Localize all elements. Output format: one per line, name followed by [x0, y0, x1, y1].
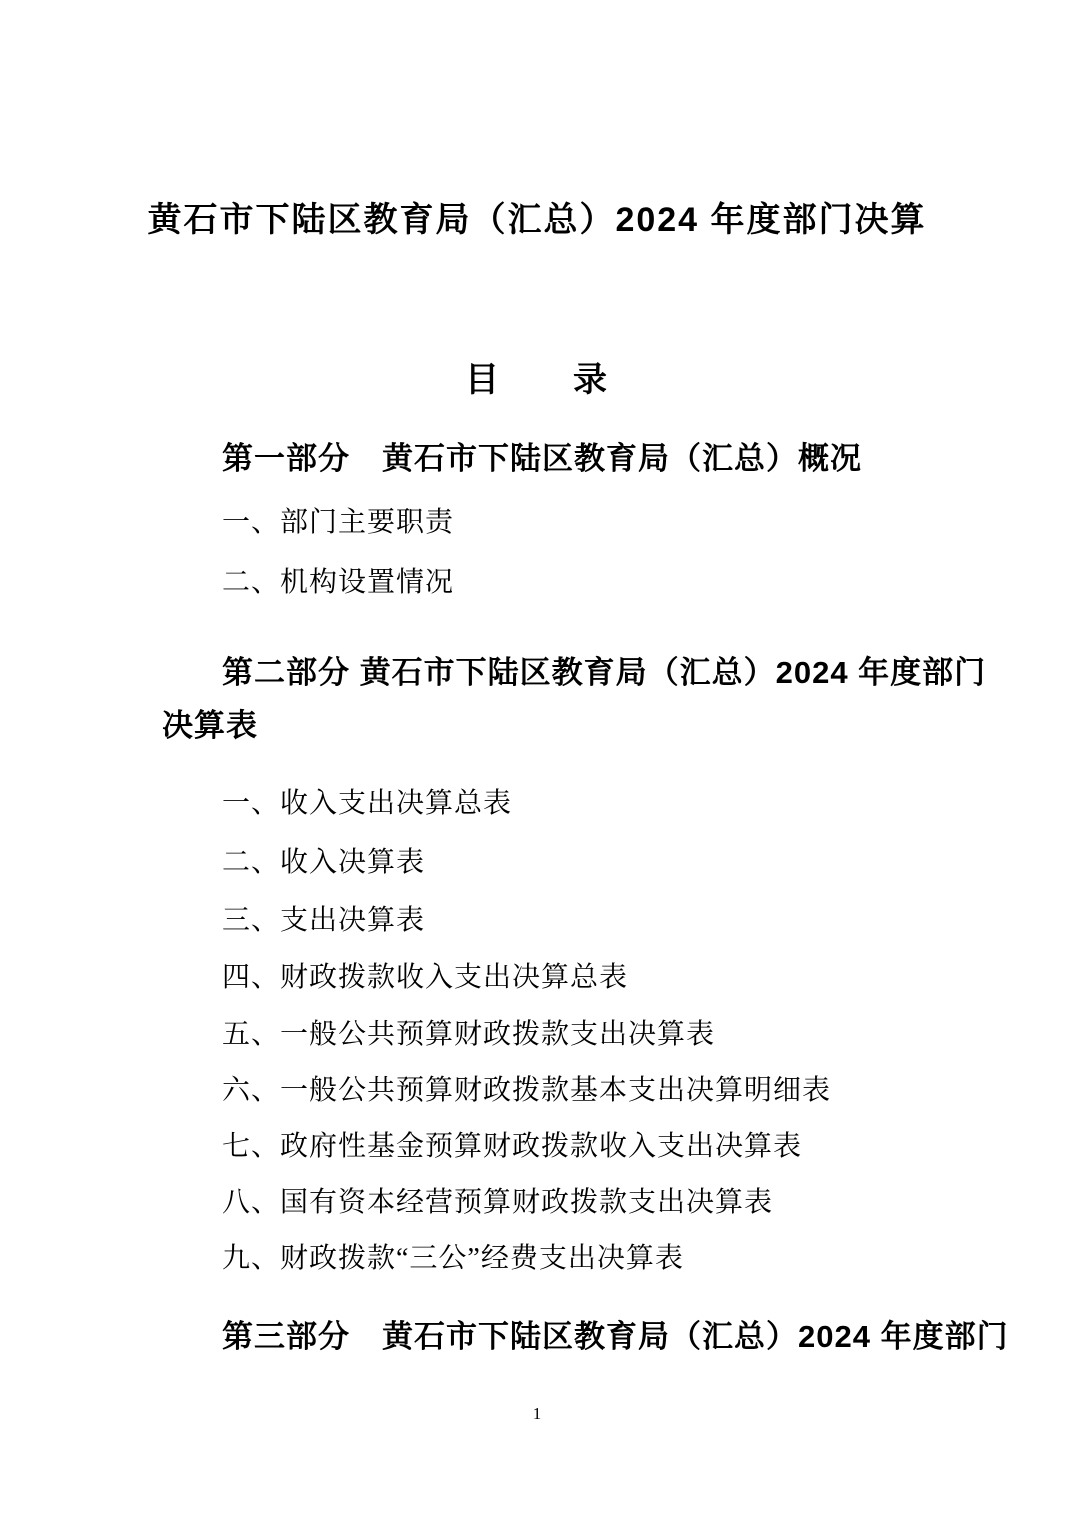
toc-entry-part2-8: 八、国有资本经营预算财政拨款支出决算表 — [222, 1187, 774, 1218]
toc-entry-part2-4: 四、财政拨款收入支出决算总表 — [222, 962, 629, 993]
toc-entry-part1-2: 二、机构设置情况 — [222, 567, 455, 598]
toc-entry-part2-7: 七、政府性基金预算财政拨款收入支出决算表 — [222, 1131, 803, 1162]
page-number: 1 — [532, 1404, 542, 1423]
toc-entry-part2-5: 五、一般公共预算财政拨款支出决算表 — [222, 1019, 716, 1050]
document-title: 黄石市下陆区教育局（汇总）2024 年度部门决算 — [147, 201, 927, 239]
toc-entry-part2-2: 二、收入决算表 — [222, 847, 426, 878]
toc-entry-part2-6: 六、一般公共预算财政拨款基本支出决算明细表 — [222, 1075, 832, 1106]
toc-heading: 目 录 — [465, 361, 609, 399]
part2-heading-line1: 第二部分 黄石市下陆区教育局（汇总）2024 年度部门 — [222, 655, 987, 690]
toc-entry-part2-9: 九、财政拨款“三公”经费支出决算表 — [222, 1243, 684, 1274]
toc-entry-part1-1: 一、部门主要职责 — [222, 507, 455, 538]
toc-entry-part2-1: 一、收入支出决算总表 — [222, 788, 513, 819]
toc-entry-part2-3: 三、支出决算表 — [222, 905, 426, 936]
part3-heading: 第三部分 黄石市下陆区教育局（汇总）2024 年度部门 — [222, 1319, 1009, 1354]
part1-heading: 第一部分 黄石市下陆区教育局（汇总）概况 — [222, 441, 862, 476]
part2-heading-line2: 决算表 — [162, 708, 258, 743]
